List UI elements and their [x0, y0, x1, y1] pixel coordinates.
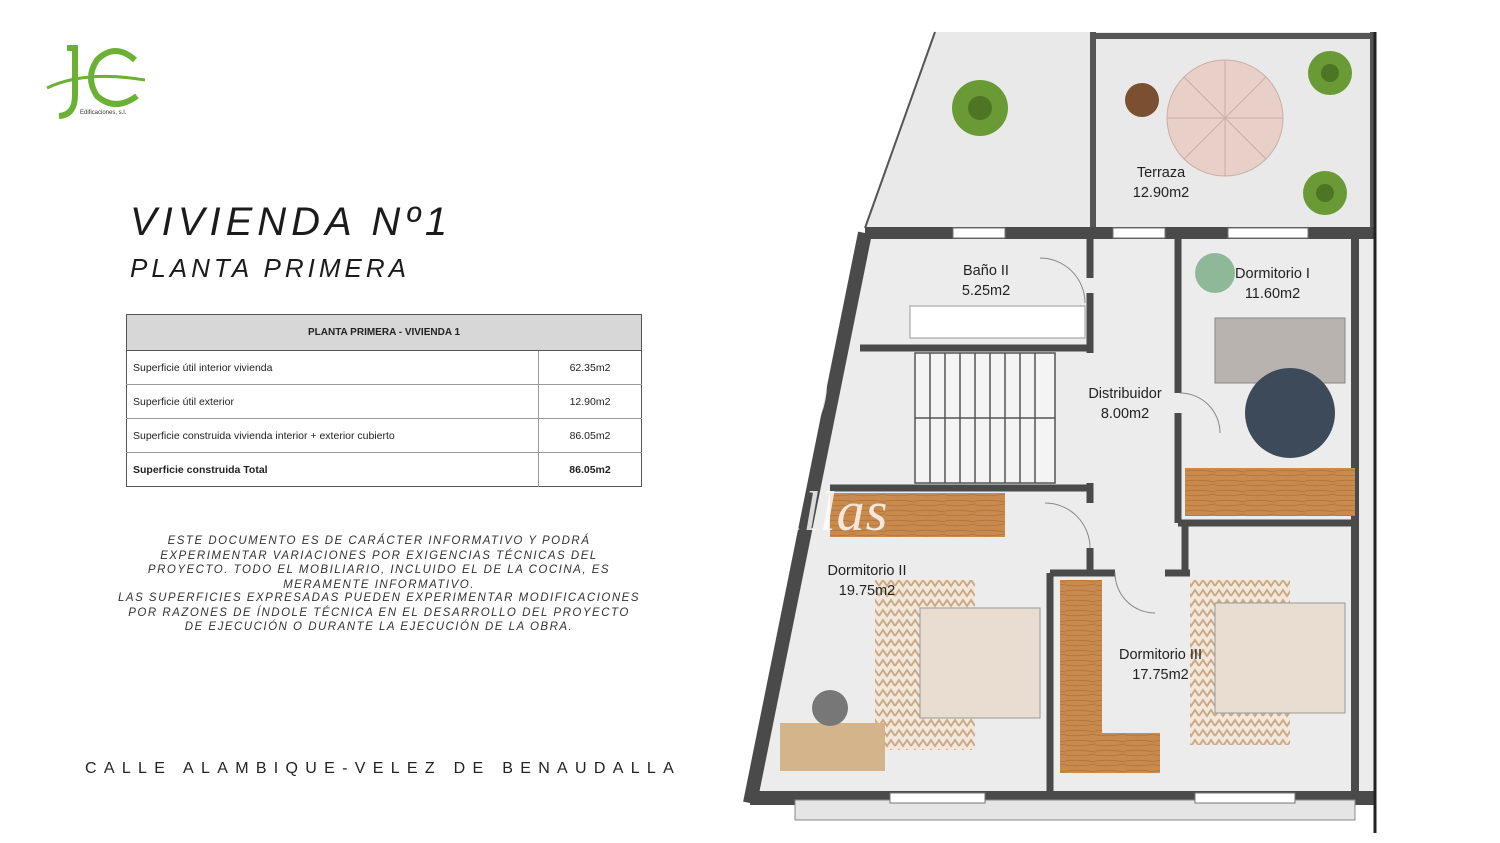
row-value: 86.05m2: [539, 453, 642, 487]
surface-table: [126, 314, 642, 487]
room-area: 8.00m2: [1100, 406, 1150, 422]
logo-subtitle: Edificaciones, s.l.: [80, 110, 127, 116]
disclaimer-paragraph-1: ESTE DOCUMENTO ES DE CARÁCTER INFORMATIVO Y PODRÁ EXPERIMENTAR VARIACIONES POR EXIGENCIAS TÉCNICAS DEL PROYECTO. TODO EL MOBILIARIO, INCLUIDO EL DE LA COCINA, ES MERAMENTE INFORMATIVO.: [147, 535, 611, 591]
row-label: Superficie construida Total: [133, 463, 268, 476]
row-label: Superficie útil exterior: [127, 385, 539, 419]
table-icon: [1125, 83, 1159, 117]
umbrella-icon: [1167, 60, 1283, 176]
room-terraza: [1115, 163, 1207, 203]
disclaimer-paragraph-2: LAS SUPERFICIES EXPRESADAS PUEDEN EXPERIMENTAR MODIFICACIONES POR RAZONES DE ÍNDOLE TÉCNICA EN EL DESARROLLO DEL PROYECTO DE EJECUCIÓN O DURANTE LA EJECUCIÓN DE LA OBRA.: [118, 592, 640, 633]
room-area: 11.60m2: [1244, 286, 1301, 302]
table-row: [127, 419, 642, 453]
table-header: PLANTA PRIMERA - VIVIENDA 1: [127, 315, 642, 351]
room-name: Dormitorio II: [827, 563, 907, 579]
room-name: Terraza: [1136, 165, 1186, 181]
bathroom-counter: [910, 306, 1085, 338]
room-area: 12.90m2: [1132, 185, 1190, 201]
street-address: CALLE ALAMBIQUE-VELEZ DE BENAUDALLA: [85, 760, 682, 777]
table-row: [127, 385, 642, 419]
room-dormitorio-2: [812, 561, 922, 601]
bed: [920, 608, 1040, 718]
row-label: Superficie útil interior vivienda: [127, 351, 539, 385]
room-name: Baño II: [963, 263, 1009, 279]
room-name: Distribuidor: [1088, 386, 1162, 402]
bed: [1215, 603, 1345, 713]
page-title: VIVIENDA Nº1: [130, 200, 453, 244]
row-value: 86.05m2: [539, 419, 642, 453]
table-row: [127, 351, 642, 385]
rug: [1245, 368, 1335, 458]
room-bano: [940, 261, 1032, 301]
watermark-text: Pargo Villas: [598, 481, 889, 543]
desk: [780, 723, 885, 771]
chair-icon: [812, 690, 848, 726]
watermark-rosette-icon: [655, 296, 831, 472]
plant-icon: [1303, 171, 1347, 215]
row-value: 62.35m2: [539, 351, 642, 385]
row-value: 12.90m2: [539, 385, 642, 419]
room-name: Dormitorio III: [1119, 647, 1202, 663]
room-dormitorio-3: [1103, 645, 1218, 685]
wardrobe: [1185, 468, 1355, 516]
row-label: Superficie construida vivienda interior + exterior cubierto: [127, 419, 539, 453]
room-area: 17.75m2: [1132, 667, 1189, 683]
room-name: Dormitorio I: [1235, 266, 1310, 282]
room-distribuidor: [1075, 384, 1175, 424]
stairs: [915, 353, 1055, 483]
plant-icon: [1308, 51, 1352, 95]
table-row-total: [127, 453, 642, 487]
page-subtitle: PLANTA PRIMERA: [130, 253, 410, 283]
room-area: 5.25m2: [961, 283, 1011, 299]
wardrobe: [1060, 733, 1160, 773]
room-area: 19.75m2: [838, 583, 896, 599]
floor-plan: [735, 28, 1385, 838]
plant-icon: [952, 80, 1008, 136]
room-dormitorio-1: [1215, 264, 1330, 304]
